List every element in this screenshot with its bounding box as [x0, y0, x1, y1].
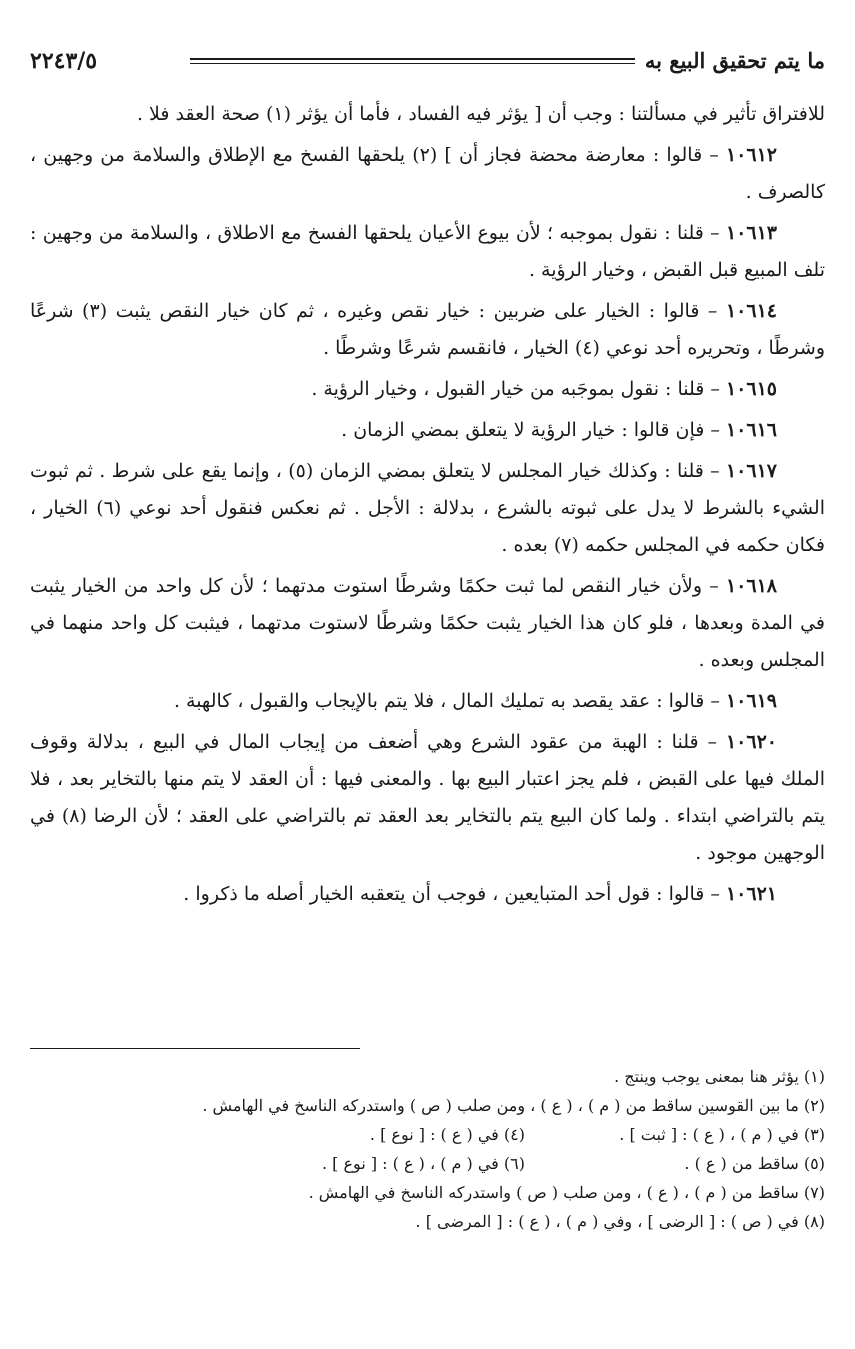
- paragraph-text: – قالوا : معارضة محضة فجاز أن ] (٢) يلحقها الفسخ مع الإطلاق والسلامة من وجهين ، كالصرف .: [30, 144, 825, 203]
- footnote-row: [30, 1149, 825, 1178]
- footnote: (٨) في ( ص ) : [ الرضى ] ، وفي ( م ) ، ( ع ) : [ المرضى ] .: [415, 1212, 825, 1231]
- paragraph-text: – قلنا : وكذلك خيار المجلس لا يتعلق بمضي الزمان (٥) ، وإنما يقع على شرط . ثم ثبوت الشيء بالشرط لا يدل على ثبوته بالشرع ، بدلالة : الأجل . ثم نعكس فنقول أحد نوعي (٦) الخيار ، فكان حكمه في المجلس حكمه (٧) بعده .: [30, 460, 825, 556]
- paragraph-number: ١٠٦١٤: [725, 300, 777, 322]
- paragraph: [30, 568, 825, 679]
- paragraph-text: – قالوا : الخيار على ضربين : خيار نقص وغيره ، ثم كان خيار النقص يثبت (٣) شرعًا وشرطًا ، وتحريره أحد نوعي (٤) الخيار ، فانقسم شرعًا وشرطًا .: [30, 300, 825, 359]
- footnote: (٧) ساقط من ( م ) ، ( ع ) ، ومن صلب ( ص ) واستدركه الناسخ في الهامش .: [308, 1183, 825, 1202]
- footnote: (٥) ساقط من ( ع ) .: [684, 1154, 825, 1173]
- paragraph-number: ١٠٦٢٠: [725, 731, 777, 753]
- paragraph: [30, 453, 825, 564]
- footnote: (٤) في ( ع ) : [ نوع ] .: [369, 1125, 525, 1144]
- paragraph-number: ١٠٦١٥: [725, 378, 777, 400]
- paragraph: [30, 412, 825, 449]
- paragraph-text: – قالوا : قول أحد المتبايعين ، فوجب أن يتعقبه الخيار أصله ما ذكروا .: [183, 883, 726, 905]
- paragraph: [30, 724, 825, 872]
- paragraph-number: ١٠٦١٩: [725, 690, 777, 712]
- paragraph-text: – قلنا : نقول بموجبه ؛ لأن بيوع الأعيان يلحقها الفسخ مع الاطلاق ، والسلامة من وجهين : تلف المبيع قبل القبض ، وخيار الرؤية .: [30, 222, 825, 281]
- paragraph-number: ١٠٦٢١: [725, 883, 777, 905]
- paragraph-text: – فإن قالوا : خيار الرؤية لا يتعلق بمضي الزمان .: [341, 419, 726, 441]
- paragraph-text: – ولأن خيار النقص لما ثبت حكمًا وشرطًا استوت مدتهما ؛ لأن كل واحد من الخيار يثبت في المدة وبعدها ، فلو كان هذا الخيار يثبت حكمًا وشرطًا لاستوت مدتهما ، فيثبت كل واحد منهما في المجلس وبعده .: [30, 575, 825, 671]
- header-rule-thin: [190, 63, 635, 64]
- footnote: (٢) ما بين القوسين ساقط من ( م ) ، ( ع ) ، ومن صلب ( ص ) واستدركه الناسخ في الهامش .: [202, 1096, 825, 1115]
- paragraph-text: – قلنا : الهبة من عقود الشرع وهي أضعف من إيجاب المال في البيع ، بدلالة وقوف الملك فيها على القبض ، فلم يجز اعتبار البيع بها . والمعنى فيها : أن العقد لا يتم منها بالتخاير بعد ، فلا يتم بالتراضي ابتداء . ولما كان البيع يتم بالتخاير بعد العقد تم بالتراضي على العقد ؛ لأن الرضا (٨) في الوجهين موجود .: [30, 731, 825, 864]
- page-header: [30, 44, 825, 84]
- header-rule: [190, 58, 635, 60]
- footnote: (٦) في ( م ) ، ( ع ) : [ نوع ] .: [322, 1154, 525, 1173]
- paragraph-number: ١٠٦١٧: [725, 460, 777, 482]
- paragraph: [30, 371, 825, 408]
- paragraph: [30, 293, 825, 367]
- footnote: (١) يؤثر هنا بمعنى يوجب وينتج .: [614, 1067, 825, 1086]
- paragraph-text: – قالوا : عقد يقصد به تمليك المال ، فلا يتم بالإيجاب والقبول ، كالهبة .: [173, 690, 726, 712]
- paragraph-number: ١٠٦١٣: [725, 222, 777, 244]
- paragraph-continuation: [30, 96, 825, 133]
- body-text: [30, 96, 825, 913]
- paragraph: [30, 215, 825, 289]
- paragraph: [30, 683, 825, 720]
- footnote-row: [30, 1120, 825, 1149]
- running-title: ما يتم تحقيق البيع به: [644, 48, 825, 73]
- footnotes: [30, 1062, 825, 1236]
- paragraph-number: ١٠٦١٨: [725, 575, 777, 597]
- paragraph: [30, 876, 825, 913]
- paragraph: [30, 137, 825, 211]
- footnote-separator: [30, 1048, 360, 1049]
- paragraph-text: للافتراق تأثير في مسألتنا : وجب أن [ يؤثر فيه الفساد ، فأما أن يؤثر (١) صحة العقد فلا .: [136, 103, 825, 125]
- paragraph-text: – قلنا : نقول بموجَبه من خيار القبول ، وخيار الرؤية .: [311, 378, 726, 400]
- paragraph-number: ١٠٦١٢: [725, 144, 777, 166]
- paragraph-number: ١٠٦١٦: [725, 419, 777, 441]
- page-number: ٢٢٤٣/٥: [30, 48, 98, 74]
- footnote: (٣) في ( م ) ، ( ع ) : [ ثبت ] .: [619, 1125, 825, 1144]
